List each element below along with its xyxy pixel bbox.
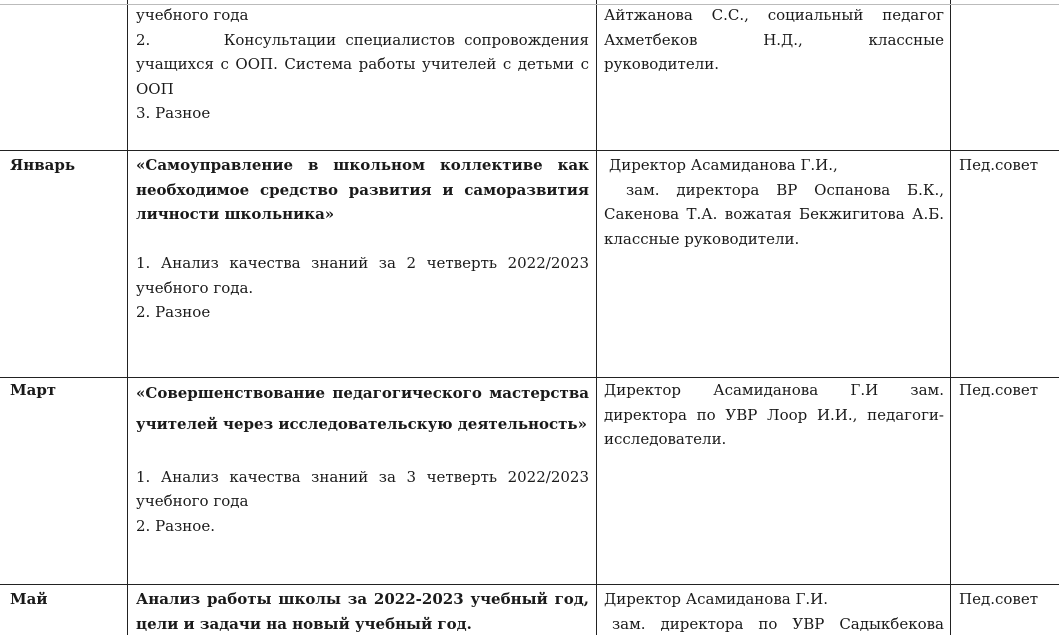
content-line: 2. Разное. — [136, 514, 589, 539]
content-title-line: цели и задачи на новый учебный год. — [136, 612, 589, 636]
column-divider — [950, 0, 951, 635]
row-2-responsible — [604, 378, 944, 452]
responsible-line: исследователи. — [604, 427, 944, 452]
row-0-content — [136, 3, 589, 126]
row-divider — [0, 584, 1059, 585]
content-line: ООП — [136, 77, 589, 102]
responsible-line: директора по УВР Лоор И.И., педагоги- — [604, 403, 944, 428]
column-divider — [596, 0, 597, 635]
responsible-line: Айтжанова С.С., социальный педагог — [604, 3, 944, 28]
responsible-line: классные руководители. — [604, 227, 944, 252]
row-1-month: Январь — [10, 153, 120, 178]
responsible-line: Ахметбеков Н.Д., классные — [604, 28, 944, 53]
row-1-type: Пед.совет — [959, 153, 1054, 178]
row-1-responsible — [604, 153, 944, 251]
row-2-content — [136, 378, 589, 538]
content-title-line: необходимое средство развития и саморазвития — [136, 178, 589, 203]
responsible-line: руководители. — [604, 52, 944, 77]
spacer — [136, 227, 589, 252]
content-line: учебного года — [136, 3, 589, 28]
row-2-month: Март — [10, 378, 120, 403]
row-0-responsible — [604, 3, 944, 77]
row-3-content — [136, 587, 589, 636]
content-title-line: «Самоуправление в школьном коллективе как — [136, 153, 589, 178]
responsible-line: Сакенова Т.А. вожатая Бекжигитова А.Б. — [604, 202, 944, 227]
content-title-line: Анализ работы школы за 2022-2023 учебный год, — [136, 587, 589, 612]
row-3-responsible — [604, 587, 944, 636]
content-title-line: личности школьника» — [136, 202, 589, 227]
responsible-line: зам. директора по УВР Садыкбекова — [604, 612, 944, 636]
row-divider — [0, 150, 1059, 151]
responsible-line: Директор Асамиданова Г.И. — [604, 587, 944, 612]
column-divider — [127, 0, 128, 635]
row-2-type: Пед.совет — [959, 378, 1054, 403]
responsible-line: Директор Асамиданова Г.И., — [604, 153, 944, 178]
content-line: 2. Консультации специалистов сопровождения — [136, 28, 589, 53]
spacer — [136, 440, 589, 465]
content-line: 1. Анализ качества знаний за 3 четверть 2022/2023 — [136, 465, 589, 490]
row-1-content — [136, 153, 589, 325]
content-line: 3. Разное — [136, 101, 589, 126]
content-line: учебного года — [136, 489, 589, 514]
content-line: учащихся с ООП. Система работы учителей с детьми с — [136, 52, 589, 77]
content-line: 2. Разное — [136, 300, 589, 325]
responsible-line: зам. директора ВР Оспанова Б.К., — [604, 178, 944, 203]
content-title-line: «Совершенствование педагогического мастерства — [136, 378, 589, 409]
content-title-line: учителей через исследовательскую деятельность» — [136, 409, 589, 440]
row-3-month: Май — [10, 587, 120, 612]
responsible-line: Директор Асамиданова Г.И зам. — [604, 378, 944, 403]
row-3-type: Пед.совет — [959, 587, 1054, 612]
content-line: 1. Анализ качества знаний за 2 четверть 2022/2023 — [136, 251, 589, 276]
content-line: учебного года. — [136, 276, 589, 301]
